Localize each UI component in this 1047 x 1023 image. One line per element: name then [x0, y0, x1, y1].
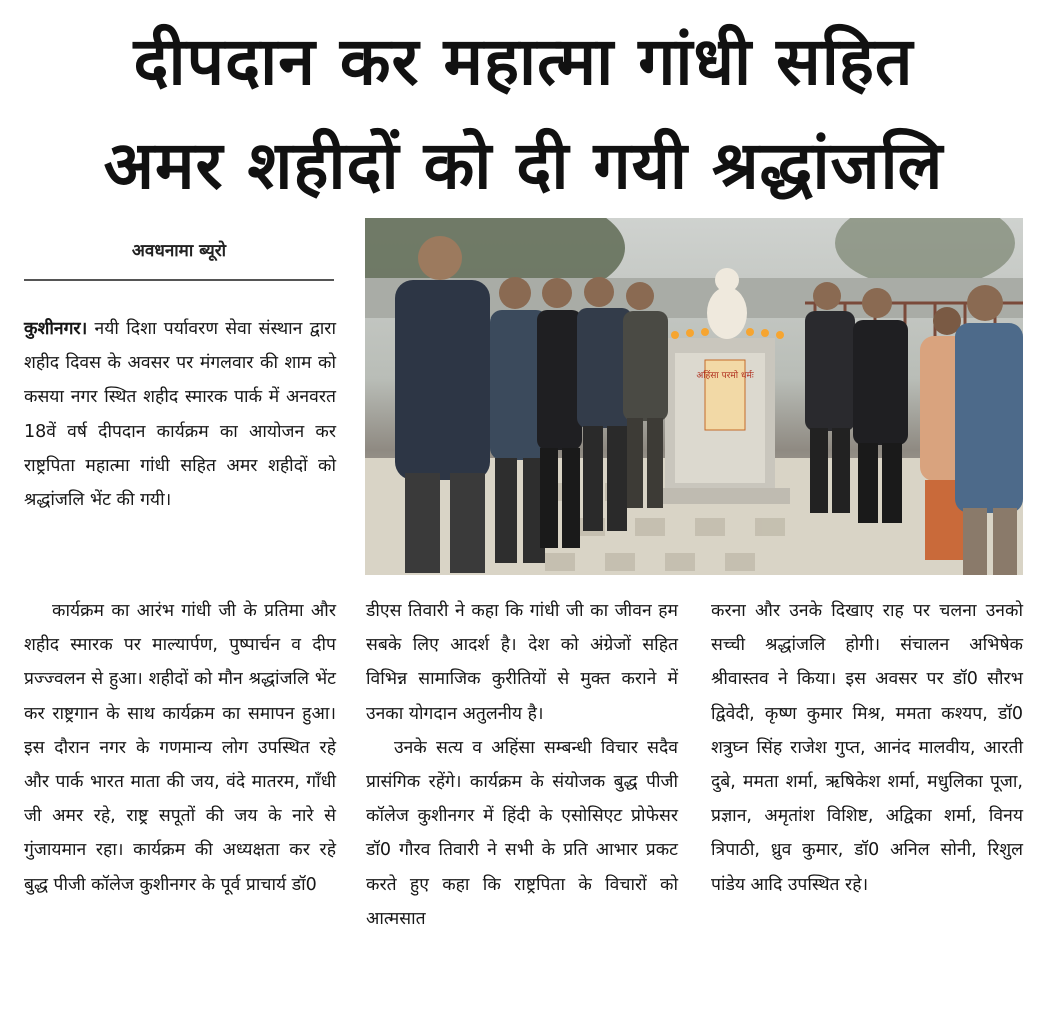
byline-divider [24, 279, 334, 281]
paragraph: उनके सत्य व अहिंसा सम्बन्धी विचार सदैव प्रासंगिक रहेंगे। कार्यक्रम के संयोजक बुद्ध पीजी कॉलेज कुशीनगर में हिंदी के एसोसिएट प्रोफेसर डॉ0 गौरव तिवारी ने सभी के प्रति आभार प्रकट करते हुए कहा कि राष्ट्रपिता के विचारों को आत्मसात [366, 737, 678, 929]
byline: अवधनामा ब्यूरो [131, 241, 227, 261]
photo-illustration [365, 218, 1023, 575]
article-lead [24, 312, 336, 517]
plaque-text: अहिंसा परमो धर्मः [696, 371, 754, 381]
article-column-2 [366, 594, 678, 936]
article-column-3 [711, 594, 1023, 902]
news-photo [365, 218, 1023, 575]
lead-paragraph: नयी दिशा पर्यावरण सेवा संस्थान द्वारा शहीद दिवस के अवसर पर मंगलवार की शाम को कसया नगर स्थित शहीद स्मारक पार्क में अनवरत 18वें वर्ष दीपदान कार्यक्रम का आयोजन कर राष्ट्रपिता महात्मा गांधी सहित अमर शहीदों को श्रद्धांजलि भेंट की गयी। [24, 319, 336, 511]
paragraph: करना और उनके दिखाए राह पर चलना उनको सच्ची श्रद्धांजलि होगी। संचालन अभिषेक श्रीवास्तव ने किया। इस अवसर पर डॉ0 सौरभ द्विवेदी, कृष्ण कुमार मिश्र, ममता कश्यप, डॉ0 शत्रुघ्न सिंह राजेश गुप्त, आनंद मालवीय, आरती दुबे, ममता शर्मा, ऋषिकेश शर्मा, मधुलिका पूजा, प्रज्ञान, अमृतांश विशिष्ट, अद्विका शर्मा, विनय त्रिपाठी, ध्रुव कुमार, डॉ0 अनिल सोनी, रिशुल पांडेय आदि उपस्थित रहे। [711, 601, 1023, 895]
dateline: कुशीनगर। [24, 319, 88, 339]
paragraph: डीएस तिवारी ने कहा कि गांधी जी का जीवन हम सबके लिए आदर्श है। देश को अंग्रेजों सहित विभिन्न सामाजिक कुरीतियों से मुक्त कराने में उनका योगदान अतुलनीय है। [366, 601, 678, 724]
paragraph: कार्यक्रम का आरंभ गांधी जी के प्रतिमा और शहीद स्मारक पर माल्यार्पण, पुष्पार्चन व दीप प्रज्ज्वलन से हुआ। शहीदों को मौन श्रद्धांजलि भेंट कर राष्ट्रगान के साथ कार्यक्रम का समापन हुआ। इस दौरान नगर के गणमान्य लोग उपस्थित रहे और पार्क भारत माता की जय, वंदे मातरम, गाँधी जी अमर रहे, राष्ट्र सपूतों की जय के नारे से गुंजायमान रहा। कार्यक्रम की अध्यक्षता कर रहे बुद्ध पीजी कॉलेज कुशीनगर के पूर्व प्राचार्य डॉ0 [24, 601, 336, 895]
article-column-1 [24, 594, 336, 902]
headline-line-2: अमर शहीदों को दी गयी श्रद्धांजलि [103, 127, 944, 204]
headline-line-1: दीपदान कर महात्मा गांधी सहित [133, 23, 914, 100]
headline [20, 10, 1027, 218]
